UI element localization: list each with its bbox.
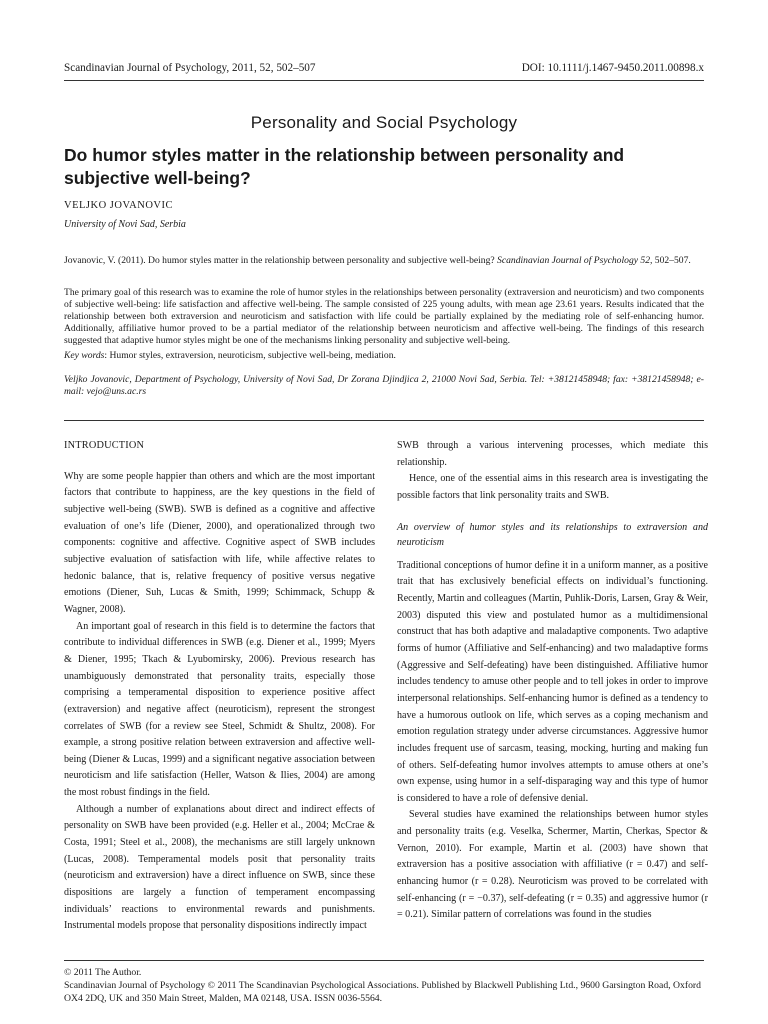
keywords	[64, 350, 704, 362]
publisher-line: Scandinavian Journal of Psychology © 2011 The Scandinavian Psychological Associations. Published by Blackwell Publishing Ltd., 9600 Garsington Road, Oxford OX4 2DQ, UK and 350 Main Street, Malden, MA 02148, USA. ISSN 0036-5564.	[64, 980, 701, 1004]
subsection-heading: An overview of humor styles and its relationships to extraversion and neuroticism	[397, 521, 708, 548]
citation-journal: Scandinavian Journal of Psychology 52,	[497, 255, 653, 266]
running-head	[64, 62, 704, 74]
correspondence[interactable]: Veljko Jovanovic, Department of Psychology, University of Novi Sad, Dr Zorana Djindjica 2, 21000 Novi Sad, Serbia. Tel: +38121458948; fax: +38121458948; e-mail: vejo@uns.ac.rs	[64, 374, 704, 398]
citation-pages: 502–507.	[654, 255, 691, 266]
abstract-rule	[64, 420, 704, 421]
keywords-label: Key words	[64, 350, 105, 361]
paragraph-r3: Traditional conceptions of humor define it in a uniform manner, as a positive trait that has exclusively beneficial effects on individual’s functioning. Recently, Martin and colleagues (Martin, Puhlik-Doris, Larsen, Gray & Weir, 2003) disputed this view and postulated humor as a multidimensional construct that has both adaptive and maladaptive components. Two adaptive forms of humor (Affiliative and Self-enhancing) and two maladaptive forms (Aggressive and Self-defeating) have been distinguished. Affiliative humor includes tendency to amuse other people and to tell jokes in order to improve interpersonal relationships. Self-enhancing humor is defined as a tendency to have a humorous outlook on life, which serves as a coping mechanism and emotion regulation strategy under adverse circumstances. Aggressive humor includes frequent use of sarcasm, teasing, mocking, hurting and making fun of others. Self-defeating humor involves attempts to amuse others at one’s own expense, using humor in a self-disparaging way and this type of humor is considered to have a role of defensive denial.	[397, 559, 708, 804]
left-column	[64, 438, 375, 935]
copyright-line: © 2011 The Author.	[64, 967, 142, 978]
doi[interactable]: DOI: 10.1111/j.1467-9450.2011.00898.x	[521, 62, 704, 74]
introduction-heading: INTRODUCTION	[64, 440, 145, 451]
paragraph-r4: Several studies have examined the relationships between humor styles and personality traits (e.g. Veselka, Schermer, Martin, Cherkas, Spector & Vernon, 2010). For example, Martin et al. (2003) have shown that extraversion has a positive association with affiliative (r = 0.47) and self-enhancing humor (r = 0.28). Neuroticism was proved to be correlated with self-enhancing (r = −0.37), self-defeating (r = 0.35) and aggressive humor (r = 0.21). Similar pattern of correlations was found in the studies	[397, 809, 708, 921]
keywords-text: : Humor styles, extraversion, neuroticism, subjective well-being, mediation.	[104, 350, 396, 361]
abstract: The primary goal of this research was to examine the role of humor styles in the relationships between personality (extraversion and neuroticism) and two components of subjective well-being: life satisfaction and affective well-being. The sample consisted of 225 young adults, with mean age 23.61 years. Results indicated that the relationship between both extraversion and neuroticism and satisfaction with life could be partially explained by the mediating role of self-enhancing humor. Additionally, affiliative humor proved to be a partial mediator of the relationship between neuroticism and affective well-being. The findings of this research suggested that adaptive humor styles might be one of the mechanisms linking personality and subjective well-being.	[64, 287, 704, 347]
paragraph-2: An important goal of research in this field is to determine the factors that contribute to individual differences in SWB (e.g. Diener et al., 1999; Myers & Diener, 1995; Tkach & Lyubomirsky, 2006). Previous research has unambiguously demonstrated that personality traits, especially those comprising a temperamental disposition to experience positive affect (extraversion) and negative affect (neuroticism), represent the strongest correlates of SWB (for a review see Steel, Schmidt & Shultz, 2008). For example, a strong positive relation between extraversion and affective well-being (Diener & Lucas, 1999) and a significant negative association between neuroticism and life satisfaction (Heller, Watson & Ilies, 2004) are among the most robust findings in the field.	[64, 620, 375, 799]
paper-title: Do humor styles matter in the relationship between personality and subjective well-being?	[64, 145, 625, 188]
spacer	[397, 505, 708, 520]
header-rule	[64, 80, 704, 81]
paragraph-3: Although a number of explanations about direct and indirect effects of personality on SWB have been provided (e.g. Heller et al., 2004; McCrae & Costa, 1991; Steel et al., 2008), the mechanisms are still largely unknown (Lucas, 2008). Temperamental models posit that personality traits (neuroticism and extraversion) have a direct influence on SWB, since these dispositions are largely a function of temperament encompassing individuals’ reactions to environmental rewards and punishments. Instrumental models propose that personality dispositions indirectly impact	[64, 803, 375, 932]
author-affiliation: University of Novi Sad, Serbia	[64, 219, 186, 230]
journal-reference: Scandinavian Journal of Psychology, 2011, 52, 502–507	[64, 62, 316, 74]
citation-text: Jovanovic, V. (2011). Do humor styles matter in the relationship between personality and subjective well-being?	[64, 255, 495, 266]
page-footer	[64, 966, 704, 1005]
footer-rule	[64, 960, 704, 961]
paragraph-r1: SWB through a various intervening processes, which mediate this relationship.	[397, 440, 708, 468]
citation	[64, 255, 704, 267]
right-column	[397, 438, 708, 924]
journal-section: Personality and Social Psychology	[250, 113, 518, 132]
paragraph-1: Why are some people happier than others and which are the most important factors that contribute to happiness, are the key questions in the field of subjective well-being (SWB). SWB is defined as a cognitive and affective evaluation of one’s life (Diener, 2000), and operationalized through two components: cognitive and affective. Cognitive aspect of SWB includes subjective evaluation of satisfaction with life, while affective relates to hedonic balance, that is, relative frequency of positive versus negative emotions (Diener, Suh, Lucas & Smith, 1999; Schimmack, Schupp & Wagner, 2008).	[64, 470, 375, 615]
paragraph-r2: Hence, one of the essential aims in this research area is investigating the possible factors that link personality traits and SWB.	[397, 473, 708, 501]
author-name: VELJKO JOVANOVIC	[64, 200, 174, 211]
